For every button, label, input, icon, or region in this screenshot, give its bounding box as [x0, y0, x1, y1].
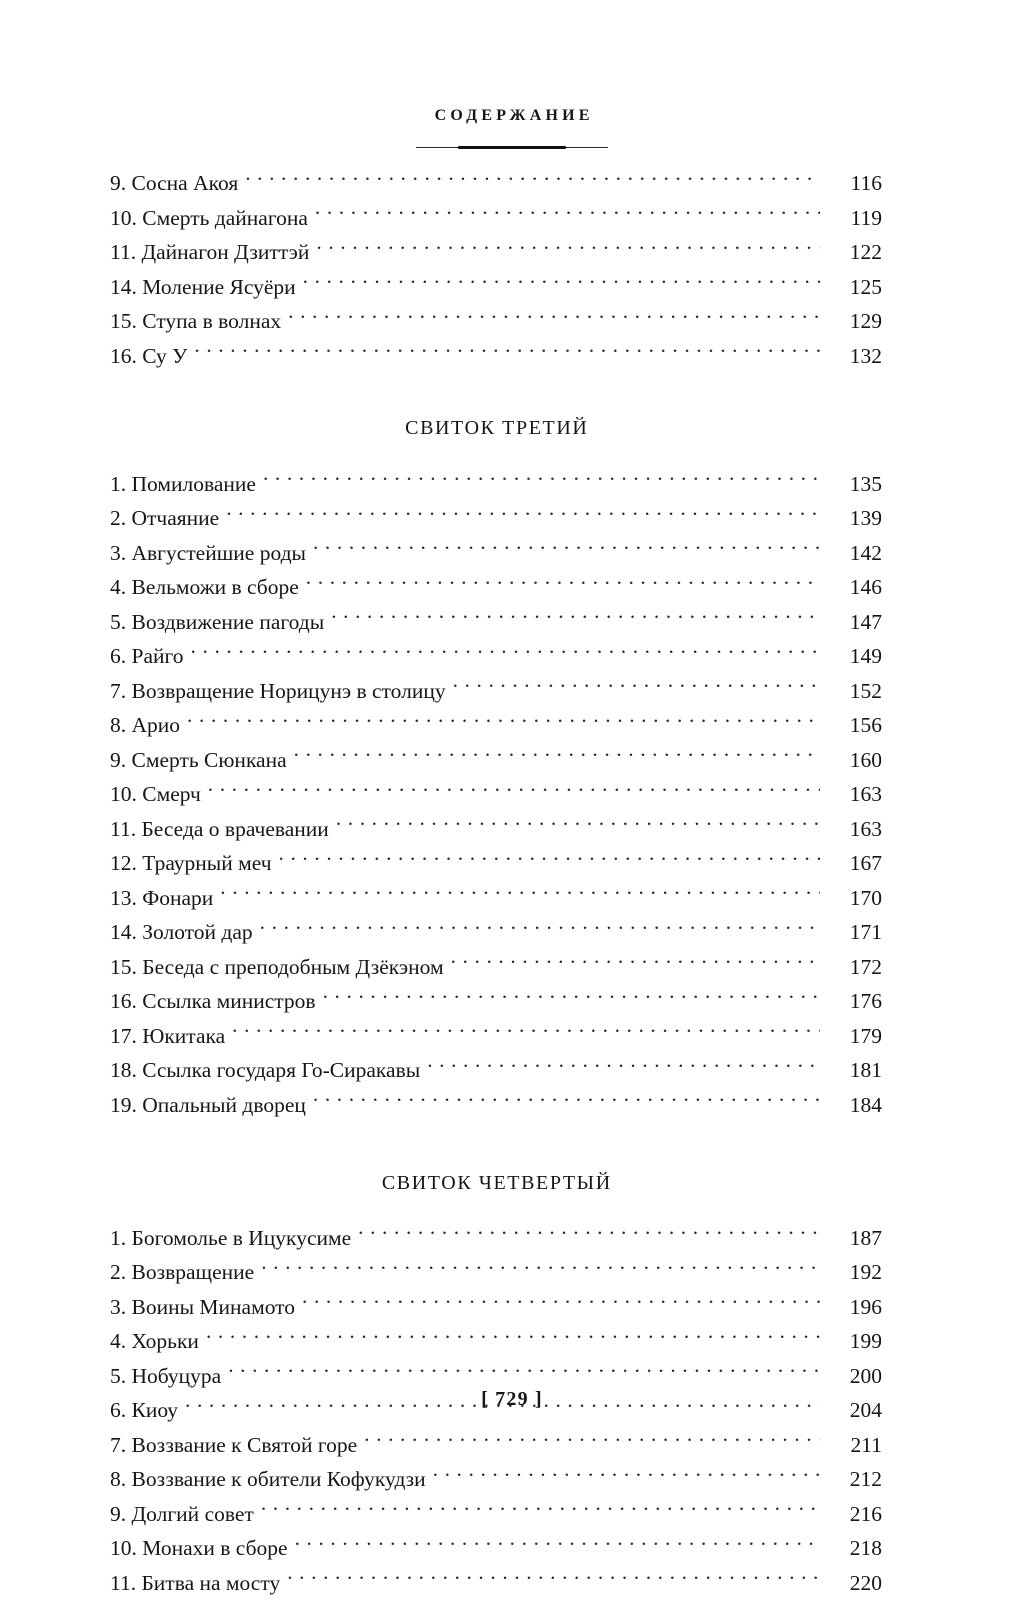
toc-entry-title: 4. Хорьки [110, 1324, 206, 1359]
toc-entry-page-number: 152 [820, 674, 882, 709]
toc-entry-page-number: 146 [820, 570, 882, 605]
toc-entry[interactable] [110, 1290, 882, 1325]
running-head [0, 106, 1024, 126]
toc-entry-page-number: 149 [820, 639, 882, 674]
toc-entry-page-number: 192 [820, 1255, 882, 1290]
toc-entry[interactable] [110, 1053, 882, 1088]
toc-entry[interactable] [110, 1221, 882, 1256]
toc-entry-title: 4. Вельможи в сборе [110, 570, 306, 605]
toc-entry-page-number: 216 [820, 1497, 882, 1532]
toc-entry-page-number: 142 [820, 536, 882, 571]
dot-leader [208, 780, 820, 802]
toc-entry[interactable] [110, 1324, 882, 1359]
toc-entry-page-number: 160 [820, 743, 882, 778]
toc-entry[interactable] [110, 1462, 882, 1497]
toc-entry-title: 6. Райго [110, 639, 191, 674]
toc-entry-title: 7. Воззвание к Святой горе [110, 1428, 364, 1463]
toc-entry-title: 2. Отчаяние [110, 501, 226, 536]
section-spacer [110, 1201, 882, 1221]
toc-entry-title: 10. Монахи в сборе [110, 1531, 295, 1566]
dot-leader [313, 1090, 820, 1112]
toc-entry-title: 10. Смерть дайнагона [110, 201, 315, 236]
page-folio: [ 729 ] [0, 1388, 1024, 1411]
toc-entry-page-number: 167 [820, 846, 882, 881]
toc-entry[interactable] [110, 235, 882, 270]
dot-leader [364, 1430, 820, 1452]
dot-leader [245, 169, 820, 191]
dot-leader [323, 987, 820, 1009]
toc-entry[interactable] [110, 1019, 882, 1054]
table-of-contents [110, 166, 882, 1600]
toc-entry[interactable] [110, 304, 882, 339]
toc-entry-title: 5. Воздвижение пагоды [110, 605, 331, 640]
toc-entry-page-number: 139 [820, 501, 882, 536]
scroll-heading: СВИТОК ЧЕТВЕРТЫЙ [110, 1166, 882, 1201]
section-spacer [110, 1122, 882, 1166]
toc-entry-title: 11. Битва на мосту [110, 1566, 287, 1600]
toc-entry[interactable] [110, 984, 882, 1019]
dot-leader [260, 918, 820, 940]
scroll-heading: СВИТОК ТРЕТИЙ [110, 411, 882, 446]
toc-entry-title: 16. Ссылка министров [110, 984, 323, 1019]
dot-leader [228, 1361, 820, 1383]
toc-entry-title: 3. Воины Минамото [110, 1290, 302, 1325]
toc-entry[interactable] [110, 570, 882, 605]
toc-entry-title: 14. Золотой дар [110, 915, 260, 950]
toc-entry-page-number: 200 [820, 1359, 882, 1394]
toc-entry-page-number: 170 [820, 881, 882, 916]
toc-entry-title: 15. Беседа с преподобным Дзёкэном [110, 950, 451, 985]
dot-leader [263, 469, 820, 491]
toc-entry-title: 7. Возвращение Норицунэ в столицу [110, 674, 453, 709]
toc-entry[interactable] [110, 639, 882, 674]
dot-leader [451, 952, 820, 974]
toc-entry-title: 1. Помилование [110, 467, 263, 502]
dot-leader [206, 1327, 820, 1349]
toc-entry-page-number: 129 [820, 304, 882, 339]
dot-leader [313, 538, 820, 560]
toc-entry[interactable] [110, 812, 882, 847]
section-spacer [110, 373, 882, 411]
dot-leader [191, 642, 820, 664]
toc-entry[interactable] [110, 339, 882, 374]
dot-leader [427, 1056, 820, 1078]
dot-leader [303, 272, 820, 294]
dot-leader [261, 1258, 820, 1280]
toc-entry-page-number: 181 [820, 1053, 882, 1088]
toc-entry-page-number: 125 [820, 270, 882, 305]
toc-entry[interactable] [110, 915, 882, 950]
toc-entry[interactable] [110, 950, 882, 985]
toc-entry[interactable] [110, 1497, 882, 1532]
toc-entry-title: 13. Фонари [110, 881, 220, 916]
toc-entry-title: 10. Смерч [110, 777, 208, 812]
toc-entry[interactable] [110, 1428, 882, 1463]
dot-leader [226, 504, 820, 526]
dot-leader [295, 1534, 820, 1556]
toc-entry[interactable] [110, 1531, 882, 1566]
toc-entry[interactable] [110, 270, 882, 305]
toc-entry-title: 17. Юкитака [110, 1019, 232, 1054]
toc-entry-page-number: 135 [820, 467, 882, 502]
dot-leader [232, 1021, 820, 1043]
toc-entry[interactable] [110, 166, 882, 201]
toc-entry-page-number: 204 [820, 1393, 882, 1428]
toc-entry-page-number: 179 [820, 1019, 882, 1054]
toc-entry-title: 19. Опальный дворец [110, 1088, 313, 1123]
dot-leader [294, 745, 820, 767]
toc-entry[interactable] [110, 1566, 882, 1600]
dot-leader [220, 883, 820, 905]
dot-leader [433, 1465, 820, 1487]
toc-entry[interactable] [110, 674, 882, 709]
toc-entry-page-number: 171 [820, 915, 882, 950]
decorative-rule-icon [416, 144, 608, 151]
toc-entry[interactable] [110, 881, 882, 916]
toc-entry-title: 2. Возвращение [110, 1255, 261, 1290]
toc-entry-title: 18. Ссылка государя Го-Сиракавы [110, 1053, 427, 1088]
toc-entry-title: 8. Воззвание к обители Кофукудзи [110, 1462, 433, 1497]
toc-entry[interactable] [110, 743, 882, 778]
toc-entry-title: 12. Траурный меч [110, 846, 279, 881]
dot-leader [288, 307, 820, 329]
toc-entry-page-number: 220 [820, 1566, 882, 1600]
toc-entry-page-number: 172 [820, 950, 882, 985]
toc-entry-page-number: 218 [820, 1531, 882, 1566]
toc-entry-title: 9. Сосна Акоя [110, 166, 245, 201]
toc-entry-page-number: 211 [820, 1428, 882, 1463]
section-spacer [110, 446, 882, 467]
toc-entry-title: 6. Киоу [110, 1393, 185, 1428]
toc-entry[interactable] [110, 536, 882, 571]
toc-entry[interactable] [110, 777, 882, 812]
toc-entry[interactable] [110, 467, 882, 502]
dot-leader [336, 814, 820, 836]
dot-leader [453, 676, 820, 698]
dot-leader [315, 203, 820, 225]
toc-entry[interactable] [110, 1255, 882, 1290]
toc-entry[interactable] [110, 708, 882, 743]
toc-entry-page-number: 156 [820, 708, 882, 743]
toc-entry-title: 1. Богомолье в Ицукусиме [110, 1221, 358, 1256]
toc-entry-page-number: 163 [820, 812, 882, 847]
dot-leader [261, 1499, 820, 1521]
dot-leader [279, 849, 820, 871]
toc-entry-title: 11. Беседа о врачевании [110, 812, 336, 847]
dot-leader [316, 238, 820, 260]
dot-leader [306, 573, 820, 595]
toc-entry-title: 8. Арио [110, 708, 187, 743]
toc-entry-page-number: 176 [820, 984, 882, 1019]
page-title: СОДЕРЖАНИЕ [0, 106, 1024, 126]
toc-entry[interactable] [110, 605, 882, 640]
toc-entry-page-number: 199 [820, 1324, 882, 1359]
toc-entry-page-number: 184 [820, 1088, 882, 1123]
toc-entry-page-number: 147 [820, 605, 882, 640]
dot-leader [302, 1292, 820, 1314]
toc-entry-page-number: 122 [820, 235, 882, 270]
toc-entry[interactable] [110, 846, 882, 881]
toc-entry-page-number: 187 [820, 1221, 882, 1256]
toc-entry-page-number: 196 [820, 1290, 882, 1325]
toc-entry-page-number: 212 [820, 1462, 882, 1497]
toc-entry[interactable] [110, 1088, 882, 1123]
toc-entry-page-number: 132 [820, 339, 882, 374]
toc-entry-title: 15. Ступа в волнах [110, 304, 288, 339]
toc-entry[interactable] [110, 501, 882, 536]
toc-entry-title: 9. Смерть Сюнкана [110, 743, 294, 778]
toc-entry-page-number: 116 [820, 166, 882, 201]
dot-leader [331, 607, 820, 629]
dot-leader [287, 1568, 820, 1590]
toc-entry-title: 5. Нобуцура [110, 1359, 228, 1394]
toc-entry-title: 3. Августейшие роды [110, 536, 313, 571]
toc-entry[interactable] [110, 201, 882, 236]
toc-entry-page-number: 163 [820, 777, 882, 812]
toc-entry-title: 16. Су У [110, 339, 194, 374]
toc-entry-title: 9. Долгий совет [110, 1497, 261, 1532]
toc-entry-page-number: 119 [820, 201, 882, 236]
dot-leader [194, 341, 820, 363]
toc-entry-title: 14. Моление Ясуёри [110, 270, 303, 305]
dot-leader [358, 1223, 820, 1245]
toc-entry-title: 11. Дайнагон Дзиттэй [110, 235, 316, 270]
dot-leader [187, 711, 820, 733]
